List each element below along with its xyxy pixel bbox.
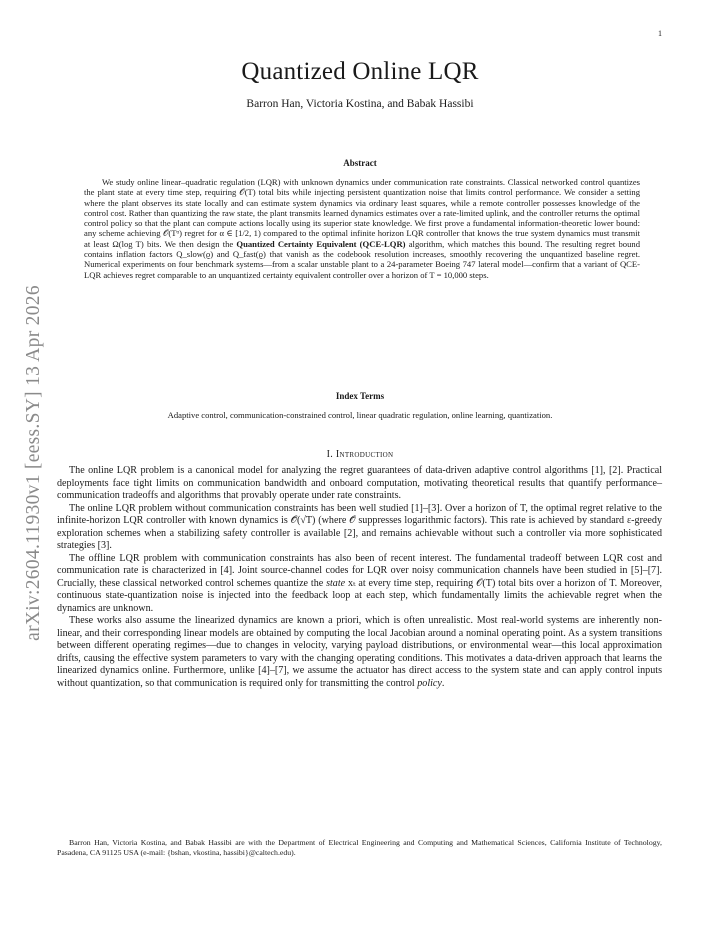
abstract-text bbox=[84, 177, 640, 280]
paper-authors: Barron Han, Victoria Kostina, and Babak Hassibi bbox=[246, 98, 474, 110]
arxiv-identifier-text: arXiv:2604.11930v1 [eess.SY] 13 Apr 2026 bbox=[23, 285, 44, 641]
paragraph-3-part-a: The offline LQR problem with communication constraints has also been of recent interest. The fundamental tradeoff between LQR cost and communication rate is characterized in [4]. Joint source-channel codes for LQR over noisy communication channels have been studied in [5]–[7]. Crucially, these classical networked control schemes quantize the bbox=[57, 552, 662, 589]
abstract-part-1: We study online linear–quadratic regulation (LQR) with unknown dynamics under communication rate constraints. Classical networked control quantizes the plant state at every time step, requiring 𝒪(T) total bits while injecting persistent quantization noise that limits control performance. We consider a setting where the plant observes its state locally and can estimate system dynamics via ordinary least squares, while a remote controller possesses knowledge of the control cost. Rather than quantizing the raw state, the plant transmits learned dynamics estimates over a rate-limited uplink, and the controller returns the optimal control policy so that the plant can compute actions locally using its superior state knowledge. We first prove a fundamental information-theoretic lower bound: any scheme achieving 𝒪(Tᵅ) regret for α ∈ [1/2, 1) compared to the optimal infinite horizon LQR controller that knows the true system dynamics must transmit at least Ω(log T) bits. We then design the bbox=[84, 177, 640, 249]
paper-title: Quantized Online LQR bbox=[241, 58, 479, 85]
paragraph-2: The online LQR problem without communication constraints has been well studied [1]–[3]. Over a horizon of T, the optimal regret relative to the infinite-horizon LQR controller with known dynamics is 𝒪̃(√T) (where 𝒪̃ suppresses logarithmic factors). This rate is achieved by standard ε-greedy exploration schemes when a stabilizing safety controller is available [2], and remains achievable without such a controller via more sophisticated strategies [3]. bbox=[57, 502, 662, 551]
index-terms-text: Adaptive control, communication-constrained control, linear quadratic regulation, online learning, quantization. bbox=[167, 410, 553, 420]
abstract-part-2: algorithm, which matches this bound. The resulting regret bound contains inflation factors Q_slow(ϱ) and Q_fast(ϱ) that vanish as the codebook resolution increases, smoothly recovering the unquantized baseline regret. Numerical experiments on four benchmark systems—from a scalar unstable plant to a 24-parameter Boeing 747 lateral model—confirm that a variant of QCE-LQR achieves regret comparable to an unquantized certainty equivalent controller over a horizon of T = 10,000 steps. bbox=[84, 238, 640, 280]
paragraph-4-emphasis: policy bbox=[417, 677, 442, 689]
abstract-heading: Abstract bbox=[343, 158, 377, 168]
paragraph-4-part-b: . bbox=[441, 677, 445, 689]
paragraph-3-part-b: xₜ at every time step, requiring 𝒪(T) total bits over a horizon of T. Moreover, continuous state-quantization noise is injected into the feedback loop at each step, which fundamentally limits the achievable regret when the dynamics are unknown. bbox=[57, 577, 662, 614]
paragraph-3 bbox=[57, 553, 662, 616]
author-footnote: Barron Han, Victoria Kostina, and Babak Hassibi are with the Department of Electrical Engineering and Computing and Mathematical Sciences, California Institute of Technology, Pasadena, CA 91125 USA (e-mail: {bshan, vkostina, hassibi}@caltech.edu). bbox=[57, 838, 662, 857]
index-terms-heading: Index Terms bbox=[335, 391, 385, 401]
paragraph-4-part-a: These works also assume the linearized dynamics are known a priori, which is often unrealistic. Most real-world systems are inherently non-linear, and their corresponding linear models are obtained by computing the local Jacobian around a nominal operating point. As a system transitions between different operating regimes—due to changes in velocity, varying payload distributions, or environmental wear—this local approximation drifts, causing the effective system parameters to vary with the changing operating conditions. This motivates a data-driven approach that learns the linearized dynamics online. Furthermore, unlike [4]–[7], we assume the actuator has direct access to the system state and can apply control inputs without quantization, so that communication is required only for transmitting the control bbox=[57, 615, 662, 689]
paragraph-4 bbox=[57, 615, 662, 690]
section-title: Introduction bbox=[335, 449, 394, 460]
section-numeral: I. bbox=[326, 449, 336, 460]
paragraph-3-emphasis: state bbox=[326, 577, 346, 589]
paragraph-1: The online LQR problem is a canonical model for analyzing the regret guarantees of data-driven adaptive control algorithms [1], [2]. Practical deployments face tight limits on communication bandwidth and onboard computation, motivating theoretical results that quantify performance–communication tradeoffs and algorithms that provably operate under rate constraints. bbox=[57, 465, 662, 501]
page-number: 1 bbox=[658, 29, 662, 38]
introduction-body bbox=[57, 465, 662, 690]
algorithm-name: Quantized Certainty Equivalent (QCE-LQR) bbox=[236, 238, 406, 249]
section-heading bbox=[0, 449, 720, 460]
